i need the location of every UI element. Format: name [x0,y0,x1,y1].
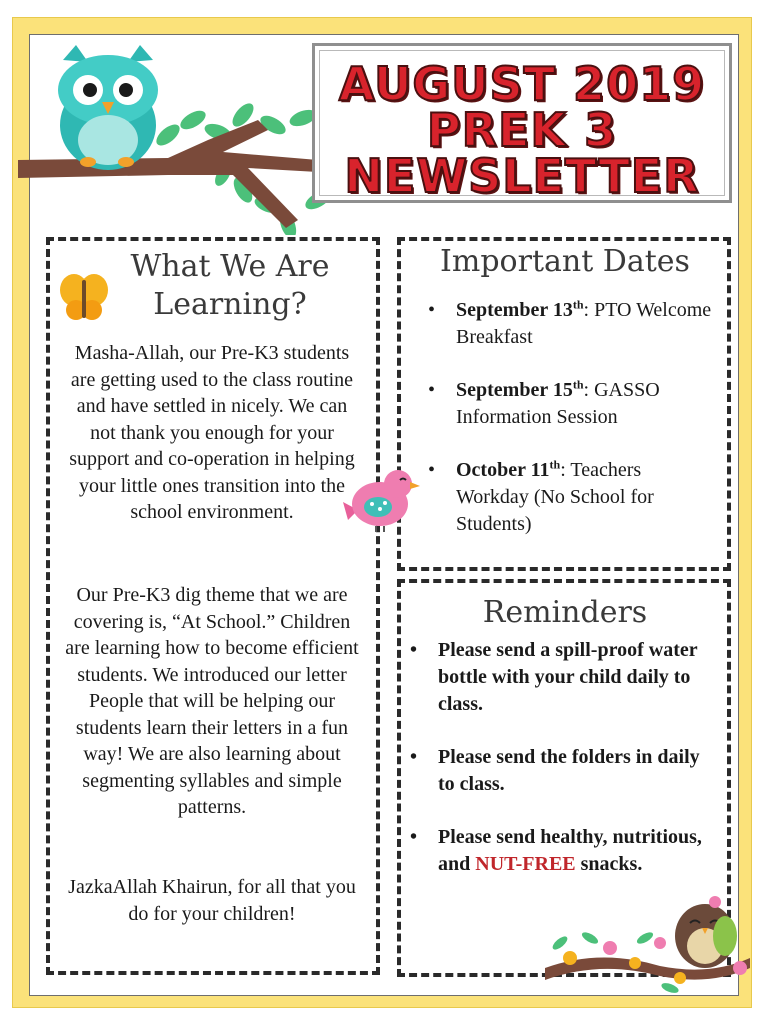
date-item [428,377,718,431]
learning-paragraph-2: Our Pre-K3 dig theme that we are covering is, “At School.” Children are learning how to become efficient students. We introduced our letter People that will be helping our students learn their letters in a fun way! We are also learning about segmenting syllables and simple patterns. [65,584,359,818]
date-description: : Teachers Workday (No School for Students) [456,459,654,535]
date-item [428,457,718,538]
bullet-icon: • [428,299,436,321]
nut-free-highlight: NUT-FREE [475,853,576,875]
date-item [428,297,718,351]
reminder-item [410,824,710,878]
learning-paragraph-1: Masha-Allah, our Pre-K3 students are getting used to the class routine and have settled in nicely. We can not thank you enough for your support and co-operation in helping your little ones transition into the school environment. [69,342,355,523]
bird-illustration [338,462,423,534]
reminder-item [410,637,710,718]
bullet-icon: • [410,639,418,661]
title-newsletter: NEWSLETTER [344,149,700,203]
reminder-text: Please send a spill-proof water bottle with your child daily to class. [438,639,698,715]
learning-heading [90,248,370,324]
date-label: September 13 [456,299,573,321]
learning-heading-line2: Learning? [153,287,307,322]
title-class: PREK 3 [426,103,618,157]
bullet-icon: • [410,746,418,768]
date-label: September 15 [456,379,573,401]
date-suffix: th [572,377,584,392]
date-suffix: th [549,457,561,472]
important-dates-heading: Important Dates [440,244,690,279]
date-suffix: th [572,297,584,312]
date-label: October 11 [456,459,550,481]
bullet-icon: • [428,379,436,401]
learning-paragraph-3: JazkaAllah Khairun, for all that you do for your children! [68,876,356,925]
reminder-item [410,744,710,798]
bullet-icon: • [428,459,436,481]
title-month-year: AUGUST 2019 [338,57,706,111]
reminder-text-start: Please send healthy, nutritious, and [438,826,702,875]
bullet-icon: • [410,826,418,848]
learning-heading-line1: What We Are [130,249,330,284]
important-dates-list [428,297,718,564]
date-description: : GASSO Information Session [456,379,660,428]
reminders-heading: Reminders [482,595,648,630]
reminder-text-end: snacks. [575,853,643,875]
reminder-text: Please send the folders in daily to class. [438,746,700,795]
reminders-list [410,637,710,904]
newsletter-title-box [312,43,732,203]
sleeping-owl-flowers-illustration [540,888,755,998]
date-description: : PTO Welcome Breakfast [456,299,712,348]
